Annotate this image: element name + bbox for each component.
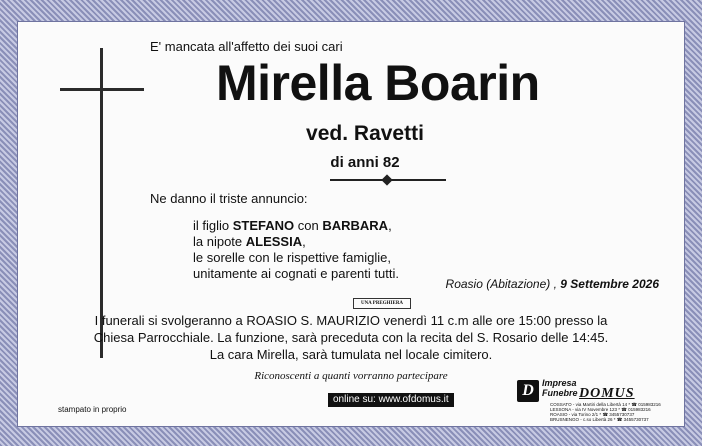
agency-label: Funebre [542, 388, 578, 398]
place-date: Roasio (Abitazione) , 9 Settembre 2026 [445, 277, 659, 291]
deceased-name: Mirella Boarin [216, 55, 540, 111]
funeral-line: La cara Mirella, sarà tumulata nel locale cimitero. [209, 347, 493, 362]
online-link[interactable]: online su: www.ofdomus.it [328, 393, 454, 407]
thanks-text: Riconoscenti a quanti vorranno partecipare [254, 370, 448, 382]
agency-brand: DOMUS [579, 386, 635, 401]
family-line: le sorelle con le rispettive famiglie, [193, 250, 391, 265]
widow-of: ved. Ravetti [306, 122, 424, 145]
cross-icon-bar [60, 88, 144, 91]
agency-addresses [550, 402, 661, 422]
funeral-line: Chiesa Parrocchiale. La funzione, sarà preceduta con la recita del S. Rosario delle 14:45. [93, 330, 609, 345]
agency-label: Impresa [542, 378, 577, 388]
agency-address: COSSATO - via Martiri della Libertà 14 * ☎ 015983216 [550, 402, 661, 407]
divider-ornament [330, 176, 446, 184]
agency-logo [517, 378, 665, 424]
printed-note: stampato in proprio [58, 405, 127, 414]
agency-address: BRUSNENGO - c.so Libertà 26 * ☎ 3455730737 [550, 417, 649, 422]
funeral-details [0, 312, 702, 363]
announce-text: Ne danno il triste annuncio: [150, 191, 308, 206]
family-line: unitamente ai cognati e parenti tutti. [193, 266, 399, 281]
agency-address: ROASIO - via Torino 2/1 * ☎ 3455730737 [550, 412, 635, 417]
family-line: il figlio STEFANO con BARBARA, [193, 218, 392, 233]
funeral-line: I funerali si svolgeranno a ROASIO S. MAURIZIO venerdì 11 c.m alle ore 15:00 presso la [94, 313, 608, 328]
prayer-badge: UNA PREGHIERA [353, 298, 411, 309]
agency-address: LESSONA - via IV Novembre 123 * ☎ 015983216 [550, 407, 651, 412]
family-list [193, 218, 399, 282]
intro-text: E' mancata all'affetto dei suoi cari [150, 39, 343, 54]
family-line: la nipote ALESSIA, [193, 234, 306, 249]
domus-logo-icon: D [517, 380, 539, 402]
age-text: di anni 82 [330, 154, 400, 171]
